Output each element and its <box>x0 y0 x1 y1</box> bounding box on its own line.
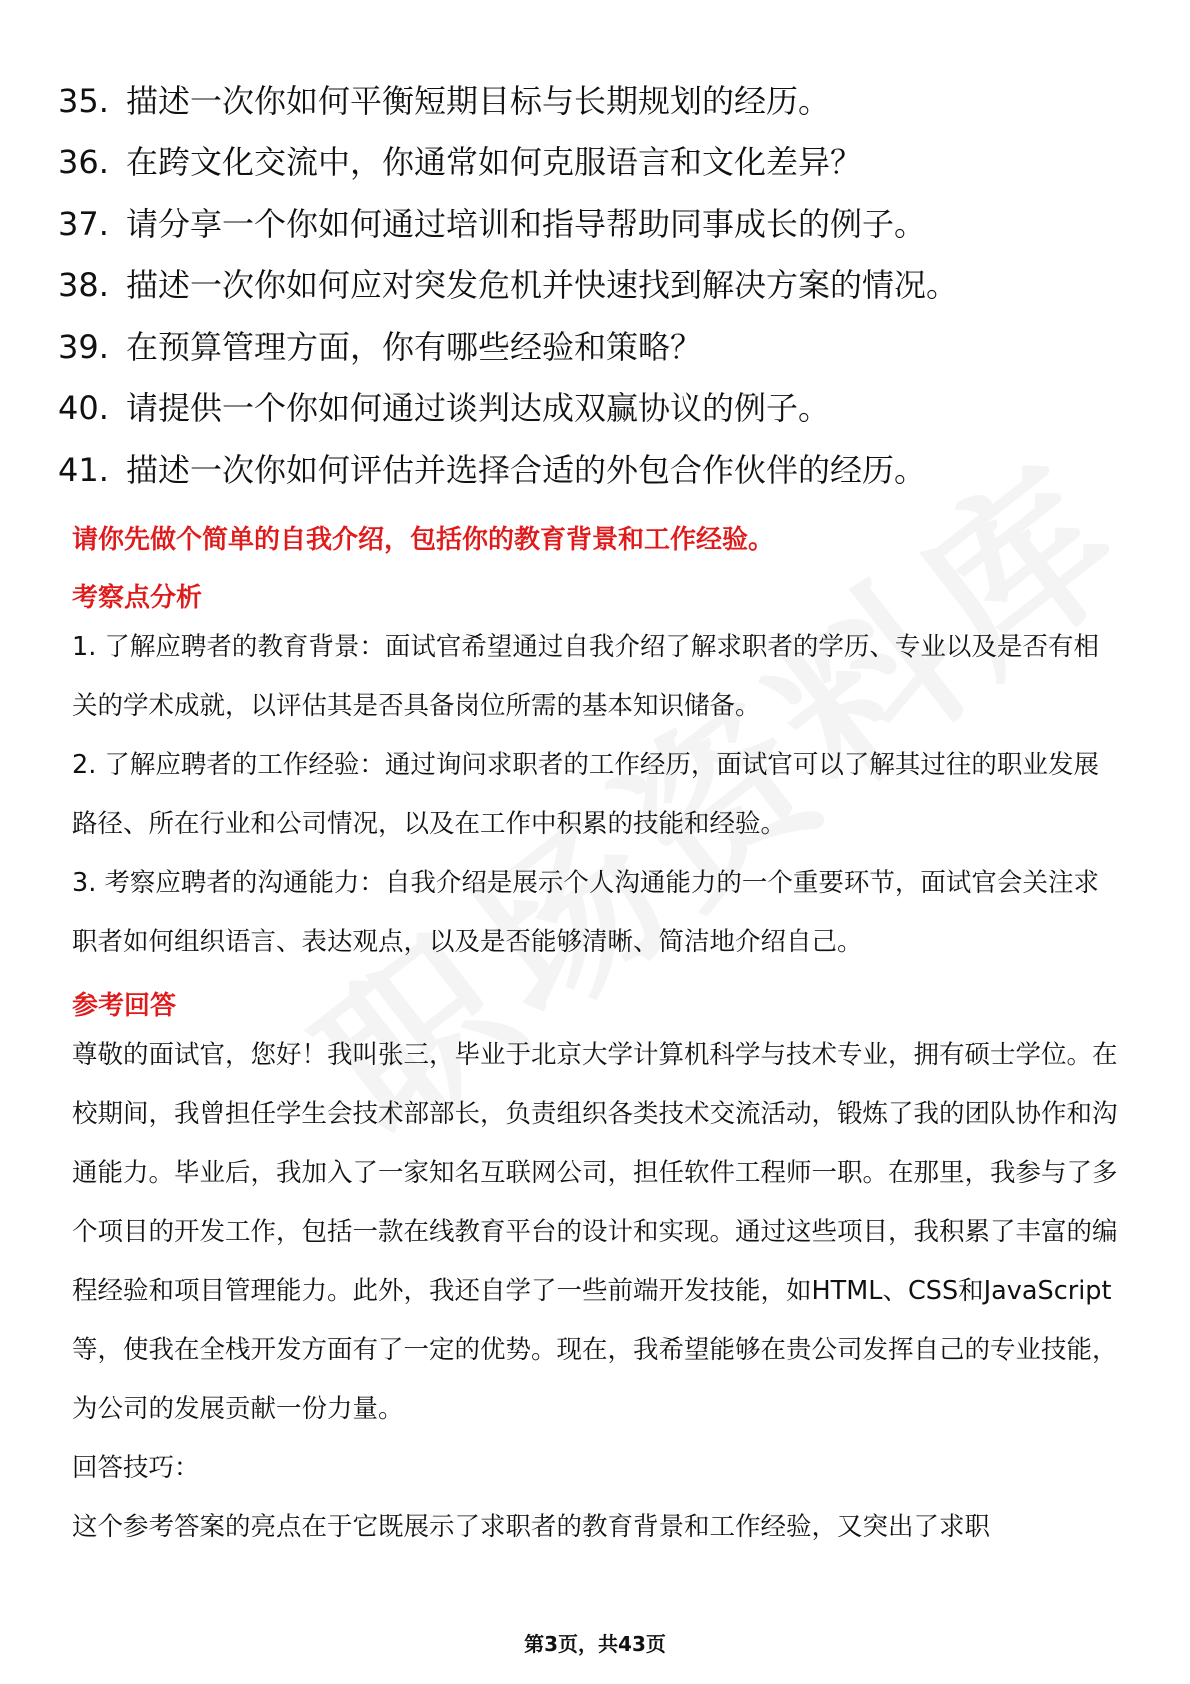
question-list <box>58 70 958 501</box>
question-text: 描述一次你如何平衡短期目标与长期规划的经历。 <box>126 81 831 120</box>
question-text: 在跨文化交流中，你通常如何克服语言和文化差异？ <box>126 143 863 182</box>
page-footer: 第3页，共43页 <box>524 1632 666 1656</box>
question-text: 描述一次你如何应对突发危机并快速找到解决方案的情况。 <box>126 266 959 305</box>
list-item <box>58 132 958 194</box>
reference-section <box>72 988 1122 1557</box>
question-number: 40. <box>58 389 109 428</box>
tips-label: 回答技巧： <box>72 1453 200 1483</box>
question-number: 35. <box>58 81 109 120</box>
analysis-item: 3. 考察应聘者的沟通能力：自我介绍是展示个人沟通能力的一个重要环节，面试官会关注求职者如何组织语言、表达观点，以及是否能够清晰、简洁地介绍自己。 <box>72 868 1099 957</box>
question-text: 在预算管理方面，你有哪些经验和策略？ <box>126 327 703 366</box>
question-text: 请提供一个你如何通过谈判达成双赢协议的例子。 <box>126 389 831 428</box>
list-item <box>58 316 958 378</box>
question-text: 请分享一个你如何通过培训和指导帮助同事成长的例子。 <box>126 204 927 243</box>
list-item <box>58 439 958 501</box>
analysis-section <box>72 580 1122 972</box>
question-number: 36. <box>58 143 109 182</box>
question-number: 39. <box>58 327 109 366</box>
list-item <box>58 255 958 317</box>
question-text: 描述一次你如何评估并选择合适的外包合作伙伴的经历。 <box>126 450 927 489</box>
analysis-item: 2. 了解应聘者的工作经验：通过询问求职者的工作经历，面试官可以了解其过往的职业发展路径、所在行业和公司情况，以及在工作中积累的技能和经验。 <box>72 750 1099 839</box>
analysis-list <box>72 618 1122 972</box>
tips-text: 这个参考答案的亮点在于它既展示了求职者的教育背景和工作经验，又突出了求职 <box>72 1512 991 1542</box>
question-number: 38. <box>58 266 109 305</box>
analysis-heading: 考察点分析 <box>72 583 203 613</box>
question-number: 37. <box>58 204 109 243</box>
main-question: 请你先做个简单的自我介绍，包括你的教育背景和工作经验。 <box>72 525 775 555</box>
list-item <box>58 378 958 440</box>
question-number: 41. <box>58 450 109 489</box>
main-question-section <box>72 522 1122 558</box>
list-item <box>58 70 958 132</box>
list-item <box>58 193 958 255</box>
analysis-item: 1. 了解应聘者的教育背景：面试官希望通过自我介绍了解求职者的学历、专业以及是否有相关的学术成就，以评估其是否具备岗位所需的基本知识储备。 <box>72 632 1099 721</box>
reference-answer: 尊敬的面试官，您好！我叫张三，毕业于北京大学计算机科学与技术专业，拥有硕士学位。在校期间，我曾担任学生会技术部部长，负责组织各类技术交流活动，锻炼了我的团队协作和沟通能力。毕业后，我加入了一家知名互联网公司，担任软件工程师一职。在那里，我参与了多个项目的开发工作，包括一款在线教育平台的设计和实现。通过这些项目，我积累了丰富的编程经验和项目管理能力。此外，我还自学了一些前端开发技能，如HTML、CSS和JavaScript等，使我在全栈开发方面有了一定的优势。现在，我希望能够在贵公司发挥自己的专业技能，为公司的发展贡献一份力量。 <box>72 1040 1118 1424</box>
reference-heading: 参考回答 <box>72 991 177 1021</box>
